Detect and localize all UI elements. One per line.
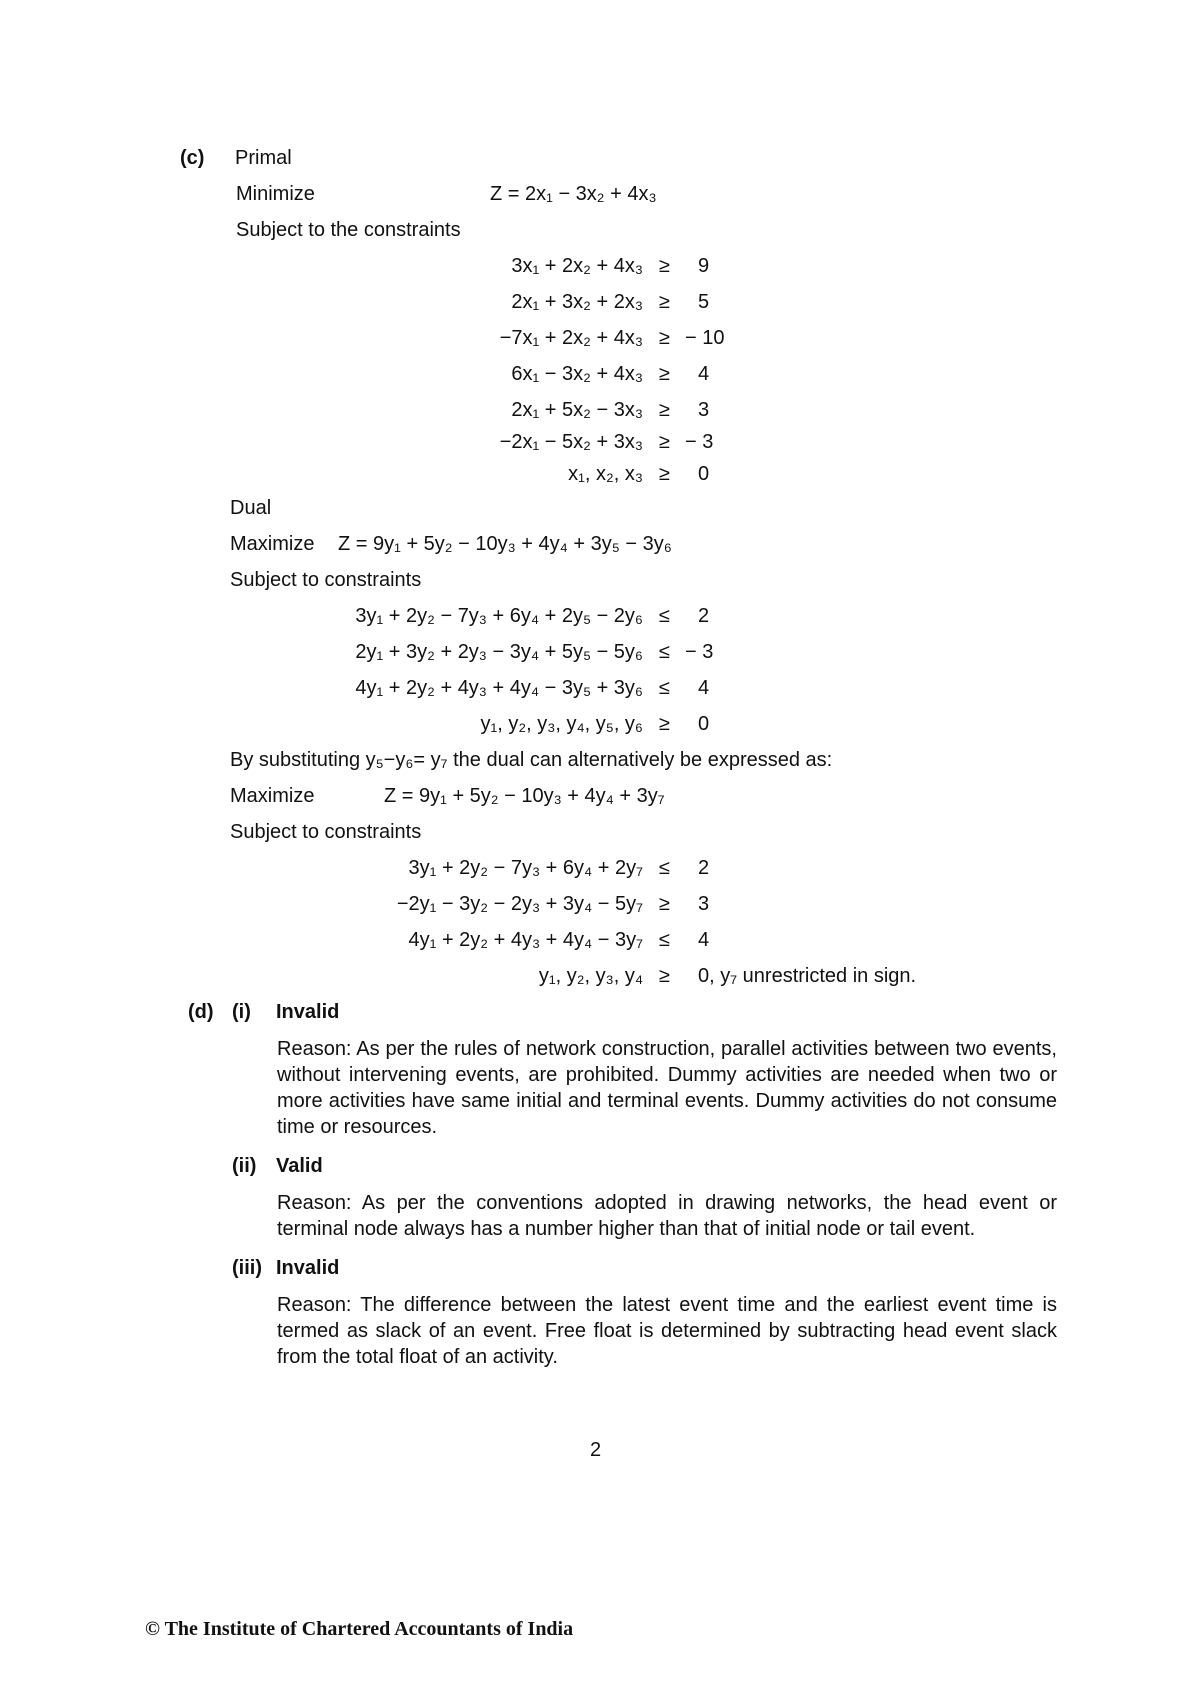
footer-copyright: © The Institute of Chartered Accountants of India <box>145 1618 574 1640</box>
item-reason: Reason: As per the conventions adopted in drawing networks, the head event or terminal node always has a number higher than that of initial node or tail event. <box>277 1192 1057 1240</box>
dual-constraint-rel: ≥ <box>659 713 670 735</box>
alt-constraint-rel: ≥ <box>659 893 670 915</box>
primal-objective-expr: Z = 2x₁ − 3x₂ + 4x₃ <box>490 183 657 205</box>
page-number: 2 <box>590 1439 602 1461</box>
item-verdict: Valid <box>276 1155 323 1177</box>
dual-objective-expr: Z = 9y₁ + 5y₂ − 10y₃ + 4y₄ + 3y₅ − 3y₆ <box>338 533 672 555</box>
primal-constraint-rel: ≥ <box>659 255 670 277</box>
dual-constraint-rel: ≤ <box>659 677 670 699</box>
primal-subject-text: Subject to the constraints <box>236 219 461 241</box>
primal-constraint-rel: ≥ <box>659 399 670 421</box>
alt-constraint-rel: ≤ <box>659 929 670 951</box>
primal-constraint-rhs: 0 <box>698 463 710 485</box>
primal-constraint-rhs: 4 <box>698 363 710 385</box>
dual-constraint-rhs: − 3 <box>685 641 714 663</box>
primal-constraint-rhs: 9 <box>698 255 710 277</box>
item-number: (i) <box>232 1001 251 1023</box>
primal-objective-label: Minimize <box>236 183 315 205</box>
alt-constraint-rhs: 4 <box>698 929 710 951</box>
primal-constraint-rel: ≥ <box>659 291 670 313</box>
dual-constraint-rhs: 4 <box>698 677 710 699</box>
item-verdict: Invalid <box>276 1257 340 1279</box>
dual-objective-label: Maximize <box>230 533 315 555</box>
alt-objective-expr: Z = 9y₁ + 5y₂ − 10y₃ + 4y₄ + 3y₇ <box>384 785 665 807</box>
alt-constraint-rhs: 2 <box>698 857 710 879</box>
alt-objective-label: Maximize <box>230 785 315 807</box>
item-reason: Reason: As per the rules of network construction, parallel activities between two events, without intervening events, are prohibited. Dummy activities are needed when two or more activities have same initial and terminal events. Dummy activities do not consume time or resources. <box>277 1038 1057 1138</box>
item-number: (ii) <box>232 1155 257 1177</box>
dual-constraint-rel: ≤ <box>659 641 670 663</box>
substitution-note: By substituting y₅−y₆= y₇ the dual can alternatively be expressed as: <box>230 749 833 771</box>
primal-constraint-rel: ≥ <box>659 327 670 349</box>
item-reason: Reason: The difference between the latest event time and the earliest event time is termed as slack of an event. Free float is determined by subtracting head event slack from the total float of an activity. <box>277 1294 1057 1368</box>
primal-constraint-rhs: − 3 <box>685 431 714 453</box>
alt-constraint-rhs: 0, y₇ unrestricted in sign. <box>698 965 917 987</box>
dual-constraint-rhs: 2 <box>698 605 710 627</box>
alt-constraint-rel: ≤ <box>659 857 670 879</box>
dual-constraint-rhs: 0 <box>698 713 710 735</box>
primal-constraint-rhs: − 10 <box>685 327 725 349</box>
dual-heading: Dual <box>230 497 272 519</box>
item-verdict: Invalid <box>276 1001 340 1023</box>
section-d-marker: (d) <box>188 1001 214 1023</box>
alt-subject-text: Subject to constraints <box>230 821 422 843</box>
primal-heading: Primal <box>235 147 292 169</box>
section-c-marker: (c) <box>180 147 205 169</box>
dual-subject-text: Subject to constraints <box>230 569 422 591</box>
primal-constraint-rhs: 3 <box>698 399 710 421</box>
item-number: (iii) <box>232 1257 262 1279</box>
dual-constraint-rel: ≤ <box>659 605 670 627</box>
alt-constraint-rel: ≥ <box>659 965 670 987</box>
primal-constraint-rel: ≥ <box>659 363 670 385</box>
alt-constraint-rhs: 3 <box>698 893 710 915</box>
primal-constraint-rel: ≥ <box>659 431 670 453</box>
primal-constraint-rel: ≥ <box>659 463 670 485</box>
primal-constraint-rhs: 5 <box>698 291 710 313</box>
